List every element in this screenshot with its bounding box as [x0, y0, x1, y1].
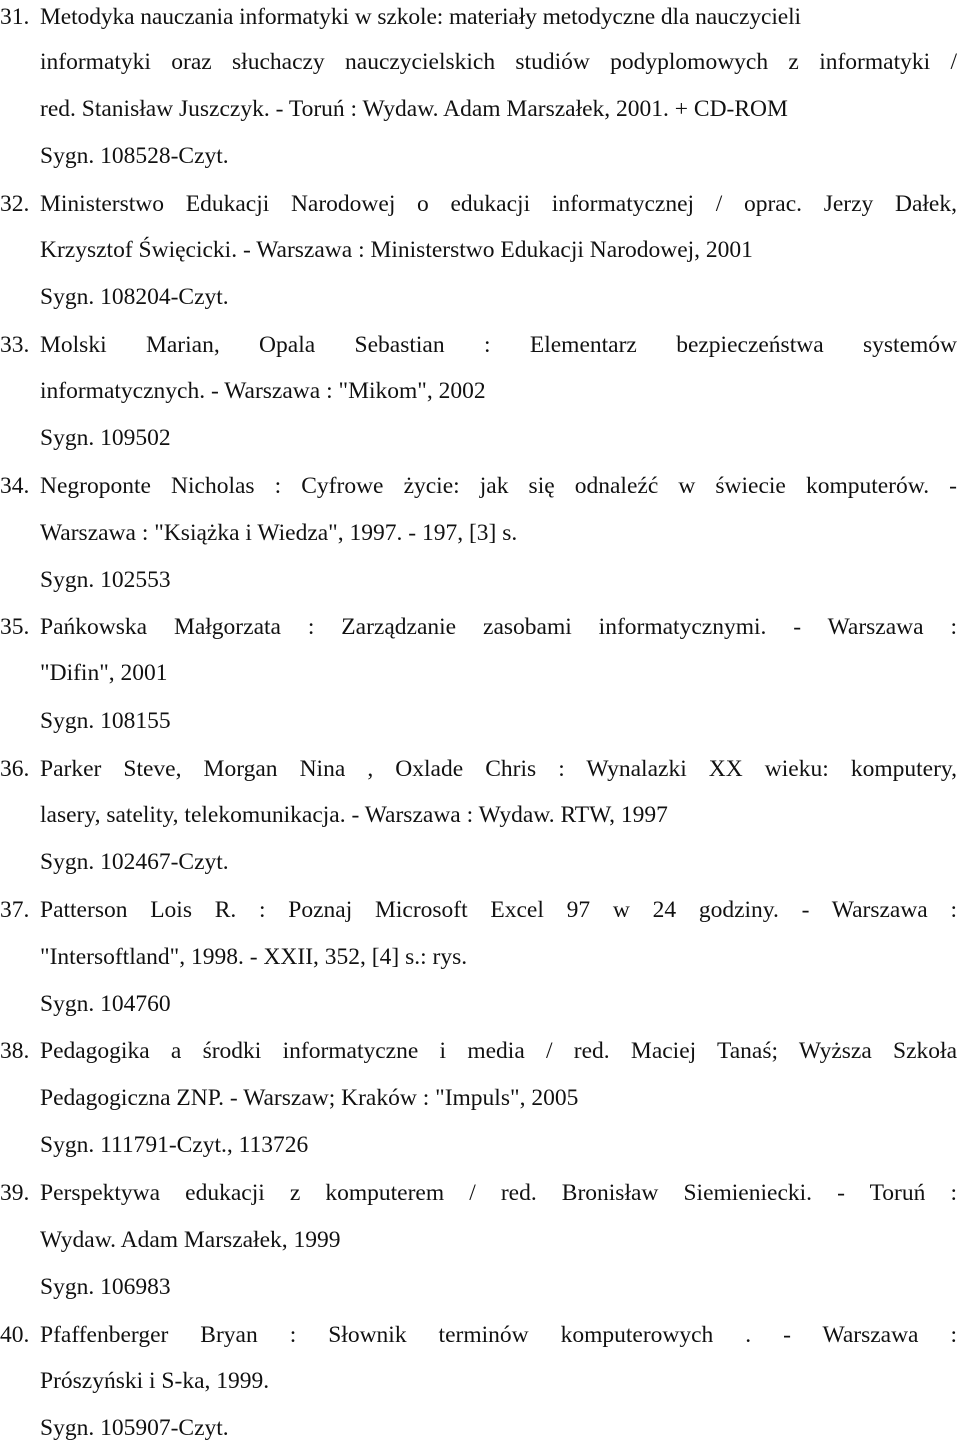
entry-number: 38. [0, 1038, 30, 1064]
entry-number: 31. [0, 4, 30, 30]
entry-number: 37. [0, 897, 30, 923]
entry-number: 35. [0, 614, 30, 640]
entry-number: 36. [0, 756, 30, 782]
entry-text-line: Pfaffenberger Bryan : Słownik terminów komputerowych . - Warszawa : [40, 1322, 957, 1348]
entry-text-line: Parker Steve, Morgan Nina , Oxlade Chris : Wynalazki XX wieku: komputery, [40, 756, 957, 782]
entry-number: 40. [0, 1322, 30, 1348]
entry-number: 32. [0, 191, 30, 217]
entry-text-line: informatycznych. - Warszawa : "Mikom", 2002 [40, 378, 486, 404]
call-number: Sygn. 105907-Czyt. [40, 1415, 229, 1441]
call-number: Sygn. 111791-Czyt., 113726 [40, 1132, 309, 1158]
entry-text-line: Perspektywa edukacji z komputerem / red. Bronisław Siemieniecki. - Toruń : [40, 1180, 957, 1206]
entry-text-line: Warszawa : "Książka i Wiedza", 1997. - 197, [3] s. [40, 520, 518, 546]
entry-text-line: Negroponte Nicholas : Cyfrowe życie: jak się odnaleźć w świecie komputerów. - [40, 473, 957, 499]
entry-text-line: lasery, satelity, telekomunikacja. - Warszawa : Wydaw. RTW, 1997 [40, 802, 668, 828]
entry-number: 34. [0, 473, 30, 499]
call-number: Sygn. 104760 [40, 991, 171, 1017]
call-number: Sygn. 109502 [40, 425, 171, 451]
entry-text-line: red. Stanisław Juszczyk. - Toruń : Wydaw. Adam Marszałek, 2001. + CD-ROM [40, 96, 788, 122]
entry-text-line: Pedagogiczna ZNP. - Warszaw; Kraków : "Impuls", 2005 [40, 1085, 579, 1111]
entry-text-line: "Difin", 2001 [40, 660, 168, 686]
entry-text-line: Pedagogika a środki informatyczne i media / red. Maciej Tanaś; Wyższa Szkoła [40, 1038, 957, 1064]
call-number: Sygn. 108528-Czyt. [40, 143, 229, 169]
call-number: Sygn. 106983 [40, 1274, 171, 1300]
entry-text-line: Krzysztof Święcicki. - Warszawa : Ministerstwo Edukacji Narodowej, 2001 [40, 237, 753, 263]
entry-text-line: Metodyka nauczania informatyki w szkole: materiały metodyczne dla nauczycieli [40, 4, 801, 30]
entry-text-line: "Intersoftland", 1998. - XXII, 352, [4] s.: rys. [40, 944, 468, 970]
entry-number: 39. [0, 1180, 30, 1206]
call-number: Sygn. 108155 [40, 708, 171, 734]
call-number: Sygn. 108204-Czyt. [40, 284, 229, 310]
entry-text-line: Patterson Lois R. : Poznaj Microsoft Excel 97 w 24 godziny. - Warszawa : [40, 897, 957, 923]
call-number: Sygn. 102553 [40, 567, 171, 593]
entry-text-line: Wydaw. Adam Marszałek, 1999 [40, 1227, 341, 1253]
entry-number: 33. [0, 332, 30, 358]
call-number: Sygn. 102467-Czyt. [40, 849, 229, 875]
entry-text-line: Pańkowska Małgorzata : Zarządzanie zasobami informatycznymi. - Warszawa : [40, 614, 957, 640]
entry-text-line: informatyki oraz słuchaczy nauczycielskich studiów podyplomowych z informatyki / [40, 49, 957, 75]
entry-text-line: Molski Marian, Opala Sebastian : Elementarz bezpieczeństwa systemów [40, 332, 957, 358]
entry-text-line: Prószyński i S-ka, 1999. [40, 1368, 270, 1394]
entry-text-line: Ministerstwo Edukacji Narodowej o edukacji informatycznej / oprac. Jerzy Dałek, [40, 191, 957, 217]
